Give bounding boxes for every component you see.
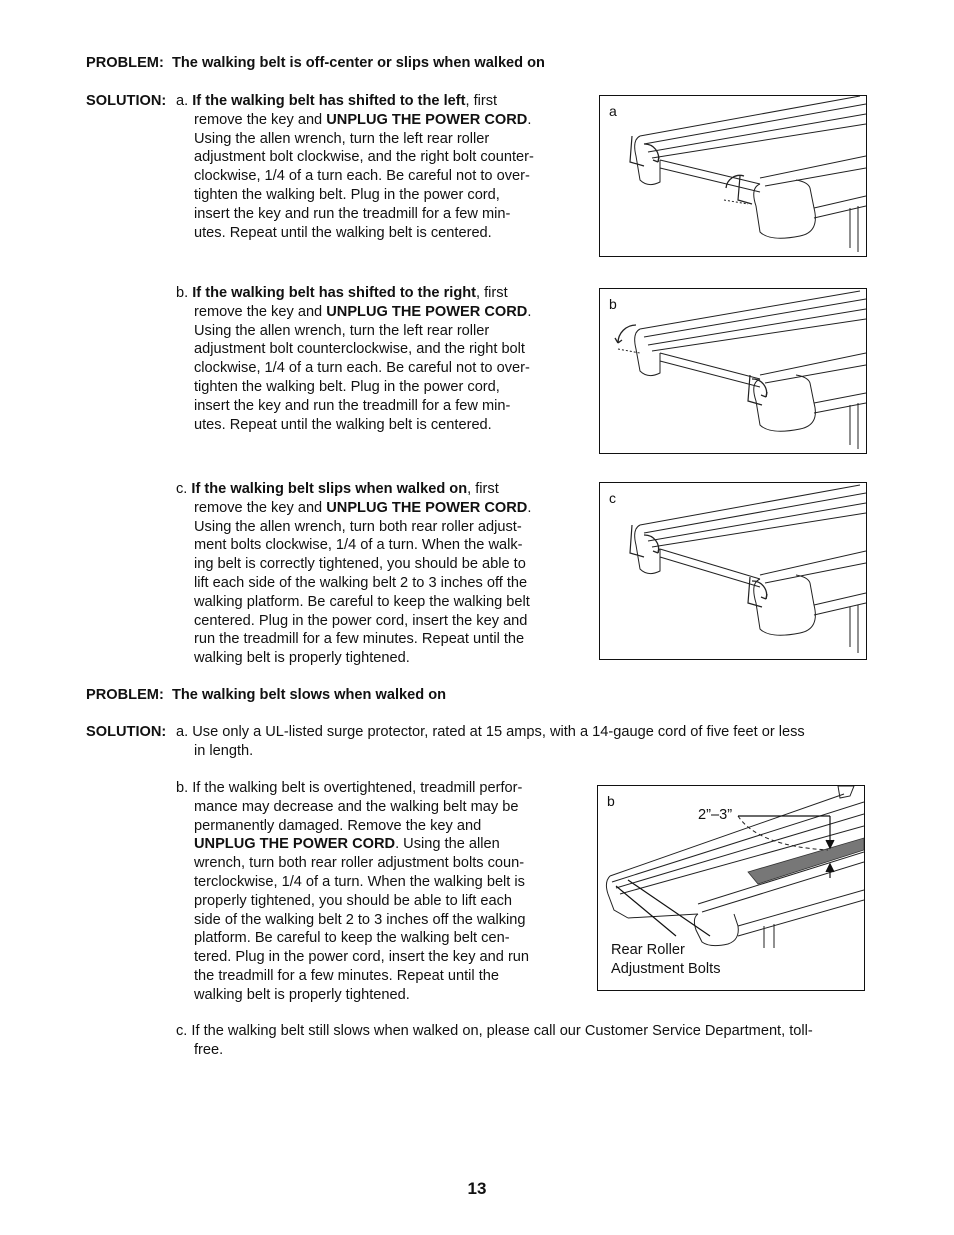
body-line: If the walking belt is overtightened, treadmill perfor-	[192, 780, 523, 796]
figure-2b-belt-tension	[597, 785, 865, 991]
body-line: Use only a UL-listed surge protector, rated at 15 amps, with a 14-gauge cord of five feet or less	[192, 724, 805, 740]
body-line: insert the key and run the treadmill for a few min-	[194, 397, 511, 414]
body-line: walking belt is properly tightened.	[194, 650, 410, 667]
body-line: Using the allen wrench, turn the left rear roller	[194, 322, 490, 339]
body-line: free.	[194, 1041, 224, 1058]
body-line: wrench, turn both rear roller adjustment bolts coun-	[194, 855, 525, 872]
callout-label: Rear Roller	[611, 942, 685, 958]
solution-1b	[176, 284, 531, 434]
body-line: utes. Repeat until the walking belt is centered.	[194, 416, 492, 433]
body-line: ment bolts clockwise, 1/4 of a turn. When the walk-	[194, 537, 523, 554]
problem-heading-1	[86, 54, 545, 73]
solution-1a	[176, 92, 534, 242]
body-line: in length.	[194, 742, 254, 759]
treadmill-illustration	[600, 483, 866, 659]
figure-label: c	[609, 490, 616, 506]
problem-heading-2	[86, 686, 446, 705]
item-bold-lead: If the walking belt has shifted to the right	[192, 285, 477, 301]
problem-text: The walking belt slows when walked on	[171, 687, 447, 703]
solution-2c	[176, 1022, 813, 1060]
body-line: Using the allen wrench, turn both rear roller adjust-	[194, 518, 522, 535]
item-bold-lead: If the walking belt has shifted to the left	[192, 93, 466, 109]
body-line: tighten the walking belt. Plug in the power cord,	[194, 378, 500, 395]
line-text: remove the key and	[194, 111, 327, 128]
figure-b-treadmill	[599, 288, 867, 454]
body-line: clockwise, 1/4 of a turn each. Be careful not to over-	[194, 360, 530, 377]
body-line: tered. Plug in the power cord, insert the key and run	[194, 949, 530, 966]
line-text: .	[527, 499, 532, 516]
unplug-warning: UNPLUG THE POWER CORD	[326, 303, 528, 320]
treadmill-illustration	[600, 96, 866, 256]
solution-1c	[176, 480, 531, 668]
item-marker: b.	[176, 285, 189, 301]
callout-label: Adjustment Bolts	[611, 961, 721, 977]
item-lead-rest: , first	[476, 285, 508, 301]
figure-a-treadmill	[599, 95, 867, 257]
body-line: side of the walking belt 2 to 3 inches off the walking	[194, 911, 526, 928]
line-text: . Using the allen	[395, 836, 500, 853]
figure-c-treadmill	[599, 482, 867, 660]
item-marker: b.	[176, 780, 189, 796]
body-line: permanently damaged. Remove the key and	[194, 817, 482, 834]
treadmill-illustration	[600, 289, 866, 453]
unplug-warning: UNPLUG THE POWER CORD	[194, 836, 396, 853]
body-line: clockwise, 1/4 of a turn each. Be careful not to over-	[194, 168, 530, 185]
item-lead-rest: , first	[467, 481, 499, 497]
body-line: If the walking belt still slows when walked on, please call our Customer Service Department, toll-	[191, 1023, 813, 1039]
problem-text: The walking belt is off-center or slips when walked on	[171, 55, 545, 71]
body-line: properly tightened, you should be able to lift each	[194, 892, 513, 909]
item-marker: c.	[176, 481, 188, 497]
unplug-warning: UNPLUG THE POWER CORD	[326, 111, 528, 128]
page-number: 13	[467, 1179, 487, 1198]
solution-label-1: SOLUTION:	[86, 93, 167, 109]
item-bold-lead: If the walking belt slips when walked on	[191, 481, 468, 497]
problem-label: PROBLEM:	[86, 55, 164, 71]
body-line: walking belt is properly tightened.	[194, 986, 410, 1003]
line-text: .	[527, 303, 532, 320]
body-line: platform. Be careful to keep the walking belt cen-	[194, 930, 510, 947]
item-lead-rest: , first	[465, 93, 498, 109]
line-text: remove the key and	[194, 499, 327, 516]
body-line: utes. Repeat until the walking belt is centered.	[194, 224, 492, 241]
body-line: Using the allen wrench, turn the left rear roller	[194, 130, 490, 147]
body-line: tighten the walking belt. Plug in the power cord,	[194, 186, 500, 203]
body-line: terclockwise, 1/4 of a turn. When the walking belt is	[194, 873, 525, 890]
figure-label: a	[609, 103, 617, 119]
unplug-warning: UNPLUG THE POWER CORD	[326, 499, 528, 516]
measure-label: 2”–3”	[698, 807, 733, 823]
solution-2a	[176, 723, 805, 761]
body-line: insert the key and run the treadmill for a few min-	[194, 205, 511, 222]
body-line: run the treadmill for a few minutes. Repeat until the	[194, 631, 525, 648]
body-line: the treadmill for a few minutes. Repeat until the	[194, 967, 500, 984]
body-line: ing belt is correctly tightened, you should be able to	[194, 556, 526, 573]
line-text: remove the key and	[194, 303, 327, 320]
body-line: centered. Plug in the power cord, insert the key and	[194, 612, 528, 629]
body-line: lift each side of the walking belt 2 to 3 inches off the	[194, 574, 528, 591]
figure-label: b	[609, 296, 617, 312]
line-text: .	[527, 111, 532, 128]
problem-label: PROBLEM:	[86, 687, 164, 703]
body-line: mance may decrease and the walking belt may be	[194, 798, 519, 815]
item-marker: a.	[176, 724, 189, 740]
body-line: adjustment bolt clockwise, and the right bolt counter-	[194, 149, 534, 166]
body-line: adjustment bolt counterclockwise, and the right bolt	[194, 341, 525, 358]
item-marker: a.	[176, 93, 189, 109]
solution-label-2: SOLUTION:	[86, 724, 167, 740]
body-line: walking platform. Be careful to keep the walking belt	[194, 593, 530, 610]
figure-label: b	[607, 793, 615, 809]
item-marker: c.	[176, 1023, 188, 1039]
solution-2b	[176, 779, 529, 1005]
